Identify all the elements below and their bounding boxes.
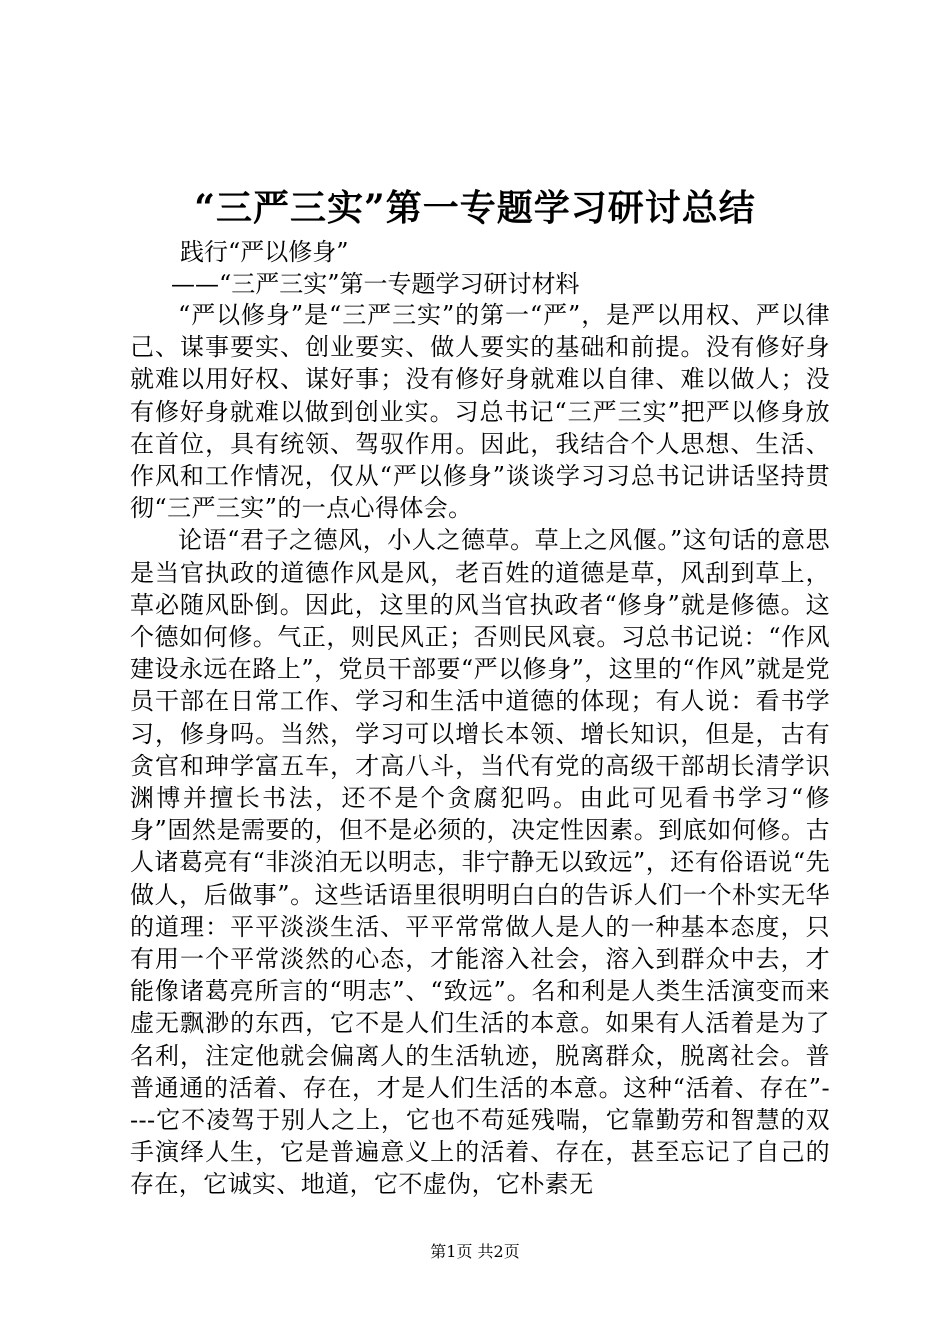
subtitle: 践行“严以修身” [180,238,349,266]
page-number: 第1页 共2页 [430,1242,520,1261]
sub-subtitle: ——“三严三实”第一专题学习研讨材料 [171,270,580,298]
body-text [130,299,830,1201]
paragraph-1: “严以修身”是“三严三实”的第一“严”，是严以用权、严以律己、谋事要实、创业要实、做人要实的基础和前提。没有修好身就难以用好权、谋好事；没有修好身就难以自律、难以做人；没有修好身就难以做到创业实。习总书记“三严三实”把严以修身放在首位，具有统领、驾驭作用。因此，我结合个人思想、生活、作风和工作情况，仅从“严以修身”谈谈学习习总书记讲话坚持贯彻“三严三实”的一点心得体会。 [130,301,830,523]
paragraph-2: 论语“君子之德风，小人之德草。草上之风偃。”这句话的意思是当官执政的道德作风是风，老百姓的道德是草，风刮到草上，草必随风卧倒。因此，这里的风当官执政者“修身”就是修德。这个德如何修。气正，则民风正；否则民风衰。习总书记说：“作风建设永远在路上”，党员干部要“严以修身”，这里的“作风”就是党员干部在日常工作、学习和生活中道德的体现；有人说：看书学习，修身吗。当然，学习可以增长本领、增长知识，但是，古有贪官和珅学富五车，才高八斗，当代有党的高级干部胡长清学识渊博并擅长书法，还不是个贪腐犯吗。由此可见看书学习“修身”固然是需要的，但不是必须的，决定性因素。到底如何修。古人诸葛亮有“非淡泊无以明志，非宁静无以致远”，还有俗语说“先做人，后做事”。这些话语里很明明白白的告诉人们一个朴实无华的道理：平平淡淡生活、平平常常做人是人的一种基本态度，只有用一个平常淡然的心态，才能溶入社会，溶入到群众中去，才能像诸葛亮所言的“明志”、“致远”。名和利是人类生活演变而来虚无飘渺的东西，它不是人们生活的本意。如果有人活着是为了名利，注定他就会偏离人的生活轨迹，脱离群众，脱离社会。普普通通的活着、存在，才是人们生活的本意。这种“活着、存在”----它不凌驾于别人之上，它也不苟延残喘，它靠勤劳和智慧的双手演绎人生，它是普遍意义上的活着、存在，甚至忘记了自己的存在，它诚实、地道，它不虚伪，它朴素无 [130,526,830,1199]
page-title: “三严三实”第一专题学习研讨总结 [194,187,756,229]
